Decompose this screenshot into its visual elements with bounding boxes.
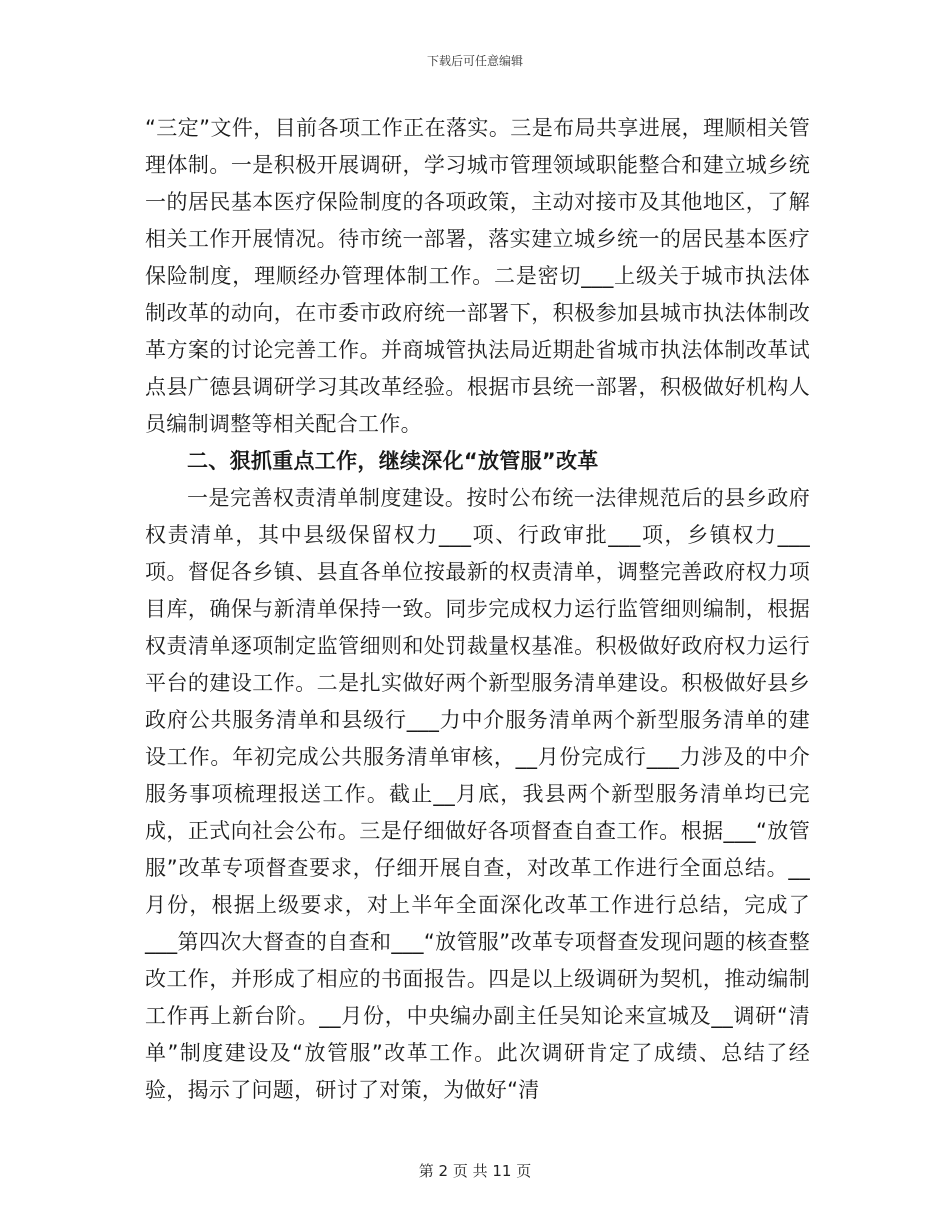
section-heading: 二、狠抓重点工作，继续深化“放管服”改革 (187, 449, 599, 473)
paragraph-body: 一是完善权责清单制度建设。按时公布统一法律规范后的县乡政府权责清单，其中县级保留权力___项、行政审批___项，乡镇权力___项。督促各乡镇、县直各单位按最新的权责清单，调整完善政府权力项目库，确保与新清单保持一致。同步完成权力运行监管细则编制，根据权责清单逐项制定监管细则和处罚裁量权基准。积极做好政府权力运行平台的建设工作。二是扎实做好两个新型服务清单建设。积极做好县乡政府公共服务清单和县级行___力中介服务清单两个新型服务清单的建设工作。年初完成公共服务清单审核，__月份完成行___力涉及的中介服务事项梳理报送工作。截止__月底，我县两个新型服务清单均已完成，正式向社会公布。三是仔细做好各项督查自查工作。根据___“放管服”改革专项督查要求，仔细开展自查，对改革工作进行全面总结。__月份，根据上级要求，对上半年全面深化改革工作进行总结，完成了___第四次大督查的自查和___“放管服”改革专项督查发现问题的核查整改工作，并形成了相应的书面报告。四是以上级调研为契机，推动编制工作再上新台阶。__月份，中央编办副主任吴知论来宣城及__调研“清单”制度建设及“放管服”改革工作。此次调研肯定了成绩、总结了经验，揭示了问题，研讨了对策，为做好“清 (145, 486, 810, 1102)
document-body (145, 110, 810, 1109)
page-number: 第 2 页 共 11 页 (418, 1162, 532, 1180)
page-header-note: 下载后可任意编辑 (426, 54, 523, 68)
paragraph-continuation: “三定”文件，目前各项工作正在落实。三是布局共享进展，理顺相关管理体制。一是积极开展调研，学习城市管理领域职能整合和建立城乡统一的居民基本医疗保险制度的各项政策，主动对接市及其他地区，了解相关工作开展情况。待市统一部署，落实建立城乡统一的居民基本医疗保险制度，理顺经办管理体制工作。二是密切___上级关于城市执法体制改革的动向，在市委市政府统一部署下，积极参加县城市执法体制改革方案的讨论完善工作。并商城管执法局近期赴省城市执法体制改革试点县广德县调研学习其改革经验。根据市县统一部署，积极做好机构人员编制调整等相关配合工作。 (145, 116, 810, 436)
